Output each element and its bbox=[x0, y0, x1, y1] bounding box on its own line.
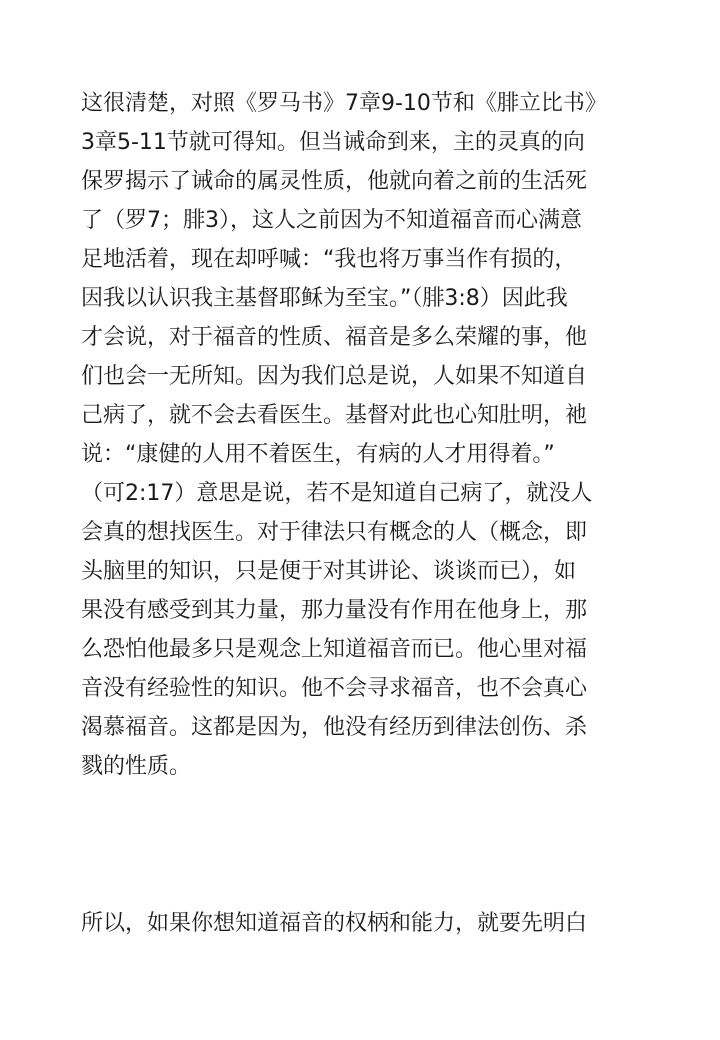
text-line: 这很清楚，对照《罗马书》7章9-10节和《腓立比书》 bbox=[81, 91, 607, 116]
text-line: 音没有经验性的知识。他不会寻求福音，也不会真心 bbox=[81, 676, 588, 701]
paragraph-2 bbox=[81, 904, 641, 943]
text-line: 会真的想找医生。对于律法只有概念的人（概念，即 bbox=[81, 520, 588, 545]
text-line: 才会说，对于福音的性质、福音是多么荣耀的事，他 bbox=[81, 325, 588, 350]
text-line: 们也会一无所知。因为我们总是说，人如果不知道自 bbox=[81, 364, 588, 389]
text-line: 说：“康健的人用不着医生，有病的人才用得着。” bbox=[81, 442, 555, 467]
paragraph-1 bbox=[81, 84, 641, 786]
text-line: 了（罗7；腓3），这人之前因为不知道福音而心满意 bbox=[81, 208, 582, 233]
text-line: （可2:17）意思是说，若不是知道自己病了，就没人 bbox=[81, 481, 593, 506]
text-line: 果没有感受到其力量，那力量没有作用在他身上，那 bbox=[81, 598, 588, 623]
text-line: 渴慕福音。这都是因为，他没有经历到律法创伤、杀 bbox=[81, 715, 588, 740]
text-line: 足地活着，现在却呼喊：“我也将万事当作有损的， bbox=[81, 247, 577, 272]
text-line: 头脑里的知识，只是便于对其讲论、谈谈而已），如 bbox=[81, 559, 577, 584]
text-line: 所以，如果你想知道福音的权柄和能力，就要先明白 bbox=[81, 911, 588, 936]
text-line: 己病了，就不会去看医生。基督对此也心知肚明，祂 bbox=[81, 403, 588, 428]
text-line: 戮的性质。 bbox=[81, 754, 192, 779]
text-line: 么恐怕他最多只是观念上知道福音而已。他心里对福 bbox=[81, 637, 588, 662]
text-line: 因我以认识我主基督耶稣为至宝。”（腓3:8）因此我 bbox=[81, 286, 568, 311]
text-line: 保罗揭示了诫命的属灵性质，他就向着之前的生活死 bbox=[81, 169, 588, 194]
text-line: 3章5-11节就可得知。但当诫命到来，主的灵真的向 bbox=[81, 130, 585, 155]
